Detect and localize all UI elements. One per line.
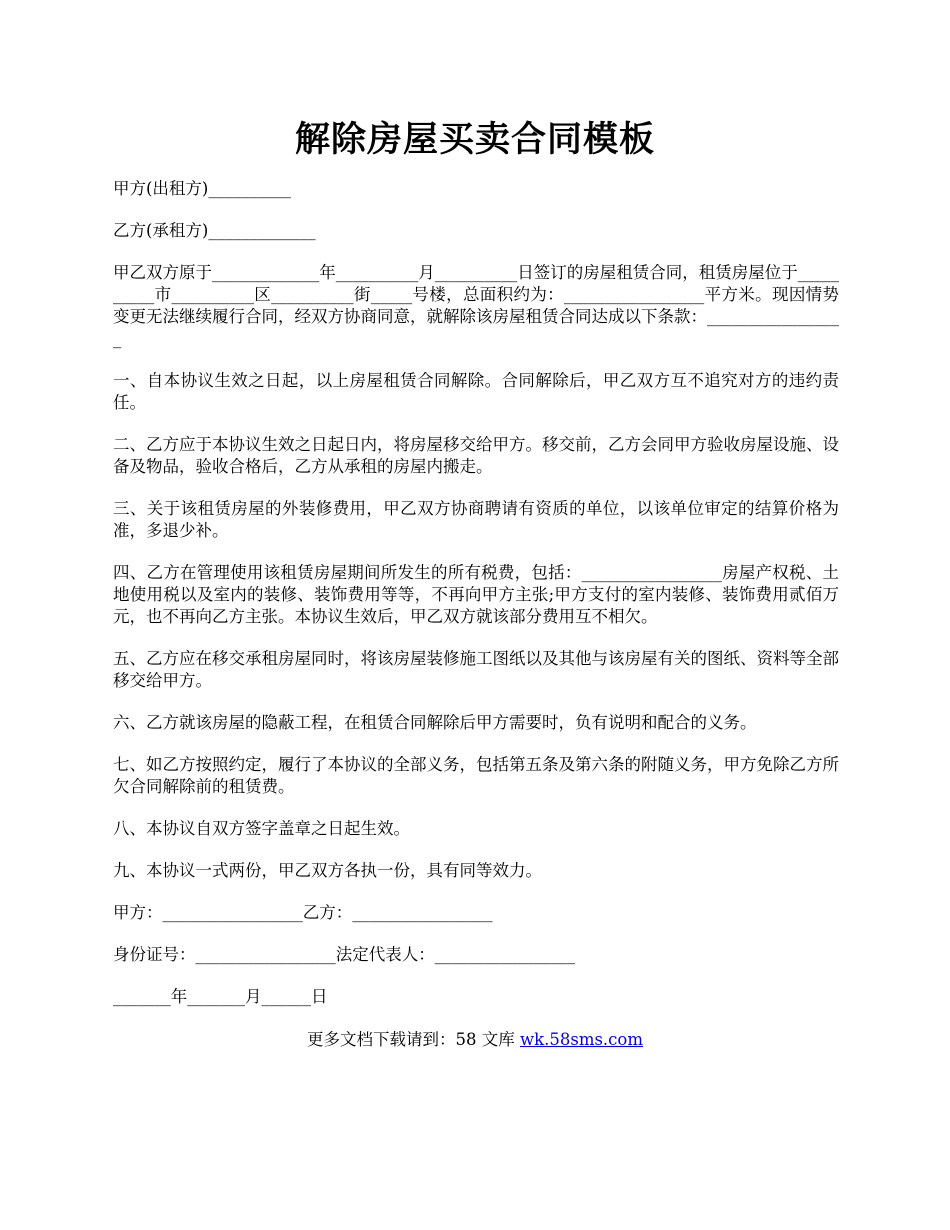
signature-line: 甲方：_________________乙方：_________________	[113, 903, 493, 922]
clause-7: 七、如乙方按照约定，履行了本协议的全部义务，包括第五条及第六条的附随义务，甲方免除乙方所欠合同解除前的租赁费。	[113, 755, 839, 796]
footer	[0, 1029, 950, 1051]
footer-link[interactable]: wk.58sms.com	[519, 1030, 643, 1049]
clause-9: 九、本协议一式两份，甲乙双方各执一份，具有同等效力。	[113, 861, 542, 880]
date-line: _______年_______月______日	[113, 987, 328, 1006]
clause-2: 二、乙方应于本协议生效之日起日内，将房屋移交给甲方。移交前，乙方会同甲方验收房屋设施、设备及物品，验收合格后，乙方从承租的房屋内搬走。	[113, 435, 839, 476]
party-a-line: 甲方(出租方)__________	[113, 179, 291, 198]
footer-text: 更多文档下载请到：58 文库	[306, 1030, 520, 1049]
clause-1: 一、自本协议生效之日起，以上房屋租赁合同解除。合同解除后，甲乙双方互不追究对方的违约责任。	[113, 371, 839, 412]
document-body	[113, 178, 839, 1028]
document-title: 解除房屋买卖合同模板	[294, 120, 655, 160]
clause-8: 八、本协议自双方签字盖章之日起生效。	[113, 819, 410, 838]
clause-4: 四、乙方在管理使用该租赁房屋期间所发生的所有税费，包括：_________________房屋产权税、土地使用税以及室内的装修、装饰费用等等，不再向甲方主张;甲方支付的室内装修、装饰费用贰佰万元，也不再向乙方主张。本协议生效后，甲乙双方就该部分费用互不相欠。	[113, 563, 839, 626]
intro-paragraph: 甲乙双方原于_____________年__________月__________日签订的房屋租赁合同，租赁房屋位于__________市__________区__________街_____号楼，总面积约为：_________________平方米。现因情势变更无法继续履行合同，经双方协商同意，就解除该房屋租赁合同达成以下条款：_________________	[113, 263, 839, 348]
clause-6: 六、乙方就该房屋的隐蔽工程，在租赁合同解除后甲方需要时，负有说明和配合的义务。	[113, 713, 757, 732]
party-b-line: 乙方(承租方)_____________	[113, 221, 316, 240]
clause-3: 三、关于该租赁房屋的外装修费用，甲乙双方协商聘请有资质的单位，以该单位审定的结算价格为准，多退少补。	[113, 499, 839, 540]
clause-5: 五、乙方应在移交承租房屋同时，将该房屋装修施工图纸以及其他与该房屋有关的图纸、资料等全部移交给甲方。	[113, 649, 839, 690]
id-number-line: 身份证号：_________________法定代表人：_________________	[113, 945, 575, 964]
